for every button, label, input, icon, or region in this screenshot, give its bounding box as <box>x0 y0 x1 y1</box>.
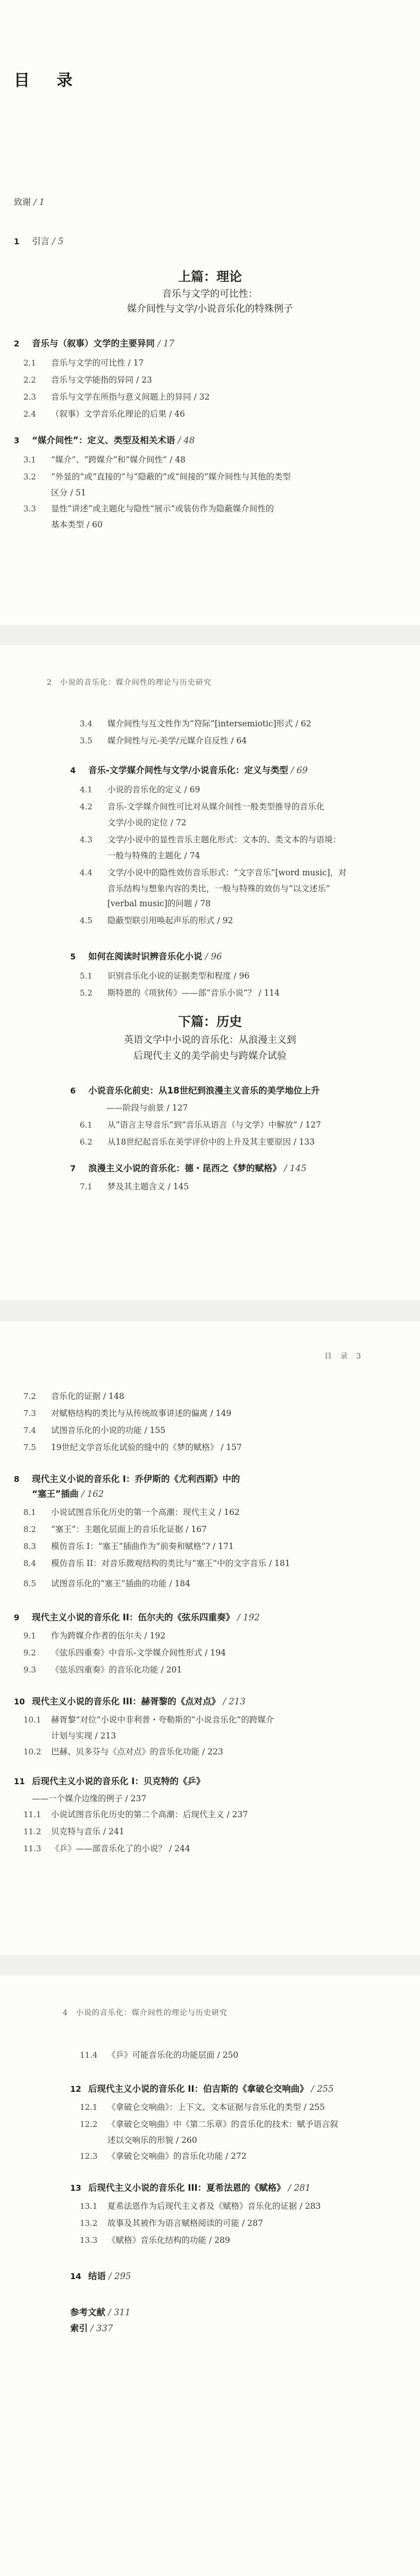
chapter-number: 14 <box>70 2272 81 2281</box>
section-title: 一般与特殊的主题化 <box>107 851 182 860</box>
chapter-subtitle: ——阶段与前景 <box>106 1103 164 1113</box>
section-title: 夏希法恩作为后现代主义者及《赋格》音乐化的证据 <box>107 2201 297 2211</box>
part-2-title: 下篇：历史 <box>178 1014 242 1029</box>
page-number: / 272 <box>225 2151 247 2161</box>
toc-section[interactable] <box>80 2151 247 2161</box>
section-title: 媒介间性与元-美学/元媒介自反性 <box>107 736 229 746</box>
section-title: 斯特恩的《项狄传》——部“音乐小说”？ <box>107 988 256 998</box>
toc-section-continuation <box>107 2134 197 2146</box>
section-number: 2.4 <box>23 409 36 419</box>
part-1-subtitle: 音乐与文学的可比性： <box>162 288 258 300</box>
page-number: / 192 <box>144 1631 166 1641</box>
toc-section[interactable] <box>23 375 152 385</box>
section-number: 13.3 <box>80 2235 98 2245</box>
chapter-title: 后现代主义小说的音乐化 I：贝克特的《乒》 <box>32 1776 205 1786</box>
page-number: / 194 <box>205 1648 226 1658</box>
section-title: 小说试图音乐化历史的第一个高潮：现代主义 <box>51 1508 216 1517</box>
section-title: 模仿音乐 I：“塞王”插曲作为“前奏和赋格”? <box>51 1542 211 1551</box>
page-number: / 287 <box>241 2218 263 2228</box>
chapter-number: 7 <box>70 1164 76 1173</box>
section-number: 9.2 <box>23 1648 36 1658</box>
chapter-title: 如何在阅读时识辨音乐化小说 <box>88 951 203 962</box>
toc-section[interactable] <box>23 1391 124 1402</box>
section-number: 8.1 <box>23 1508 36 1517</box>
section-number: 3.2 <box>23 472 36 482</box>
page-number: / 255 <box>304 2102 325 2112</box>
toc-section[interactable] <box>23 1524 207 1535</box>
toc-section[interactable] <box>80 784 200 795</box>
running-head: 目 录 3 <box>324 1352 362 1361</box>
section-title: 音乐-文学媒介间性可比对从媒介间性一般类型推导的音乐化 <box>107 802 325 811</box>
chapter-number: 6 <box>70 1086 76 1096</box>
page-number: / 162 <box>81 1489 104 1499</box>
page-number: / 283 <box>299 2201 321 2211</box>
section-number: 11.4 <box>80 2050 98 2060</box>
page-number: / 148 <box>103 1391 124 1401</box>
section-number: 10.2 <box>23 1747 41 1757</box>
toc-section[interactable] <box>80 801 324 812</box>
page-number: / 157 <box>221 1443 242 1452</box>
toc-section-continuation <box>107 849 200 861</box>
page-number: / 149 <box>210 1409 232 1418</box>
chapter-number: 4 <box>70 766 76 775</box>
page-number: / 201 <box>161 1665 182 1675</box>
toc-section[interactable] <box>80 2235 230 2246</box>
section-number: 9.1 <box>23 1631 36 1641</box>
toc-chapter-11[interactable] <box>14 1776 205 1787</box>
toc-section[interactable] <box>23 1843 190 1854</box>
page-number: / 5 <box>52 236 64 246</box>
section-number: 13.2 <box>80 2218 98 2228</box>
section-number: 5.1 <box>80 971 93 981</box>
toc-section[interactable] <box>80 2102 325 2113</box>
toc-section[interactable] <box>23 1647 226 1658</box>
toc-chapter-14[interactable] <box>70 2271 131 2282</box>
page-number: / 244 <box>169 1844 190 1853</box>
toc-section[interactable] <box>23 1541 234 1552</box>
toc-section[interactable] <box>23 358 144 368</box>
toc-references[interactable] <box>70 2307 131 2318</box>
section-number: 3.5 <box>80 736 93 746</box>
section-title: 《乒》——部音乐化了的小说？ <box>51 1844 167 1853</box>
toc-chapter-continuation <box>32 1792 146 1804</box>
toc-section[interactable] <box>23 392 209 402</box>
section-title: “塞王”：主题化层面上的音乐化证据 <box>51 1525 183 1534</box>
section-title: 基本类型 <box>51 520 85 529</box>
section-title: 小说试图音乐化历史的第二个高潮：后现代主义 <box>51 1810 224 1819</box>
section-number: 11.3 <box>23 1844 41 1853</box>
page-number: / 162 <box>218 1508 240 1517</box>
toc-section[interactable] <box>80 2050 238 2060</box>
section-number: 12.3 <box>80 2151 98 2161</box>
toc-section[interactable] <box>80 915 233 926</box>
toc-chapter-9[interactable] <box>14 1612 260 1623</box>
page-4 <box>0 1976 420 2576</box>
chapter-number: 3 <box>14 436 20 445</box>
toc-section[interactable] <box>23 1664 182 1675</box>
toc-section[interactable] <box>80 1137 315 1147</box>
entry-label: 参考文献 <box>70 2307 105 2317</box>
section-title: 巴赫、贝多芬与《点对点》的音乐化功能 <box>51 1747 200 1757</box>
page-number: / 223 <box>201 1747 223 1757</box>
toc-section[interactable] <box>23 454 186 465</box>
section-number: 10.1 <box>23 1715 41 1725</box>
toc-section[interactable] <box>23 1714 274 1725</box>
toc-chapter-4[interactable] <box>70 765 308 776</box>
page-title: 目 录 <box>14 71 83 90</box>
chapter-title: 浪漫主义小说的音乐化：德・昆西之《梦的赋格》 <box>88 1163 281 1173</box>
section-title: 《弦乐四重奏》中音乐-文学媒介间性形式 <box>51 1648 203 1658</box>
toc-section[interactable] <box>80 2119 338 2130</box>
toc-section[interactable] <box>23 409 185 419</box>
page-number: / 72 <box>170 818 187 827</box>
page-number: / 92 <box>217 916 233 925</box>
section-title: 模仿音乐 II：对音乐微观结构的类比与“塞王”中的文字音乐 <box>51 1559 267 1568</box>
page-number: / 289 <box>208 2235 230 2245</box>
page-number: / 260 <box>175 2135 197 2145</box>
section-title: 音乐结构与想象内容的类比，一般与特殊的效仿与“以文述乐” <box>107 884 330 893</box>
chapter-title: “媒介间性”：定义、类型及相关术语 <box>32 435 175 445</box>
chapter-title: 引言 <box>32 236 49 246</box>
page-number: / 74 <box>184 851 200 860</box>
toc-chapter-12[interactable] <box>70 2084 334 2094</box>
toc-section-continuation <box>107 816 187 828</box>
section-title: 文学/小说中的显性音乐主题化形式：文本的、类文本的与语境： <box>107 835 341 844</box>
section-number: 8.2 <box>23 1525 36 1534</box>
section-number: 3.3 <box>23 504 36 513</box>
page-number: / 78 <box>195 899 211 908</box>
section-number: 6.1 <box>80 1120 93 1130</box>
chapter-number: 1 <box>14 237 20 246</box>
section-title: 从“语言主导音乐”到“音乐从语言（与文学）中解放” <box>107 1120 298 1130</box>
chapter-title: 小说音乐化前史：从18世纪到浪漫主义音乐的美学地位上升 <box>88 1086 320 1096</box>
page-number: / 255 <box>311 2084 334 2094</box>
part-1-subtitle-2: 媒介间性与文学/小说音乐化的特殊例子 <box>127 303 293 314</box>
section-number: 8.5 <box>23 1579 36 1588</box>
section-title: 试图音乐化的“塞王”插曲的功能 <box>51 1579 167 1588</box>
toc-section-continuation <box>51 518 103 530</box>
page-number: / 62 <box>295 719 312 728</box>
page-number: / 60 <box>86 520 103 529</box>
page-number: / 69 <box>184 785 200 794</box>
section-title: 音乐化的证据 <box>51 1391 101 1401</box>
toc-section[interactable] <box>80 2201 321 2211</box>
part-1-title: 上篇：理论 <box>178 269 242 284</box>
section-number: 7.4 <box>23 1426 36 1435</box>
page-number: / 145 <box>284 1163 307 1173</box>
page-number: / 155 <box>144 1426 166 1435</box>
page-number: / 145 <box>167 1182 189 1191</box>
section-number: 2.1 <box>23 358 36 368</box>
chapter-title: 音乐与（叙事）文学的主要异同 <box>32 338 155 349</box>
toc-section[interactable] <box>23 1507 240 1518</box>
toc-chapter-1[interactable] <box>14 236 64 247</box>
section-title: 梦及其主题含义 <box>107 1182 165 1191</box>
toc-section-continuation <box>51 486 86 498</box>
section-title: “媒介”、“跨媒介”和“媒介间性” <box>51 455 167 465</box>
page-number: / 213 <box>223 1696 246 1707</box>
section-title: 《弦乐四重奏》的音乐化功能 <box>51 1665 158 1675</box>
page-number: / 181 <box>268 1559 290 1568</box>
page-gap <box>0 625 420 645</box>
section-title: “外显的”或“直接的”与“隐蔽的”或“间接的”媒介间性与其他的类型 <box>51 472 291 482</box>
chapter-title: 后现代主义小说的音乐化 II：伯吉斯的《拿破仑交响曲》 <box>88 2084 309 2094</box>
page-number: / 46 <box>169 409 185 419</box>
toc-section[interactable] <box>23 1630 165 1641</box>
page-number: / 311 <box>108 2307 131 2317</box>
section-number: 4.3 <box>80 835 93 844</box>
toc-section[interactable] <box>23 1425 165 1436</box>
toc-chapter-3[interactable] <box>14 435 195 446</box>
page-number: / 1 <box>33 197 45 207</box>
section-number: 6.2 <box>80 1137 93 1147</box>
section-title: 隐蔽型联引用唤起声乐的形式 <box>107 916 215 925</box>
section-title: [verbal music]的问题 <box>107 899 192 908</box>
chapter-title: 现代主义小说的音乐化 III：赫胥黎的《点对点》 <box>32 1696 221 1707</box>
section-number: 4.5 <box>80 916 93 925</box>
chapter-title: 音乐-文学媒介间性与文学/小说音乐化：定义与类型 <box>88 765 288 775</box>
toc-section[interactable] <box>80 2218 263 2229</box>
page-number: / 184 <box>169 1579 191 1588</box>
page-number: / 48 <box>178 435 195 445</box>
section-title: 《赋格》音乐化结构的功能 <box>107 2235 207 2245</box>
section-title: （叙事）文学音乐化理论的后果 <box>51 409 167 419</box>
chapter-number: 9 <box>14 1613 20 1622</box>
page-number: / 51 <box>70 488 86 498</box>
toc-section[interactable] <box>80 1181 189 1192</box>
page-number: / 48 <box>169 455 186 465</box>
section-number: 11.1 <box>23 1810 41 1819</box>
section-number: 7.1 <box>80 1182 93 1191</box>
toc-chapter-6[interactable] <box>70 1086 320 1096</box>
page-number: / 171 <box>213 1542 234 1551</box>
section-title: 音乐与文学的可比性 <box>51 358 125 368</box>
page-number: / 69 <box>291 765 308 775</box>
section-title: 文学/小说中的隐性效仿音乐形式：“文字音乐”[word music]，对 <box>107 868 347 877</box>
section-number: 3.1 <box>23 455 36 465</box>
page-number: / 241 <box>103 1827 124 1836</box>
page-gap <box>0 1954 420 1976</box>
toc-section[interactable] <box>23 1578 190 1589</box>
section-number: 7.2 <box>23 1391 36 1401</box>
section-title: 文学/小说的定位 <box>107 818 168 827</box>
running-head: 2 小说的音乐化：媒介间性的理论与历史研究 <box>47 678 212 687</box>
section-number: 4.2 <box>80 802 93 811</box>
section-title: 作为跨媒介作者的伍尔夫 <box>51 1631 142 1641</box>
section-title: 对赋格结构的类比与从传统故事讲述的偏离 <box>51 1409 208 1418</box>
section-title: 《拿破仑交响曲》中《第二乐章》的音乐化的技术：赋予语言叙 <box>107 2119 339 2129</box>
part-2-subtitle: 英语文学中小说的音乐化：从浪漫主义到 <box>124 1034 296 1046</box>
section-title: 《拿破仑交响曲》的音乐化功能 <box>107 2151 223 2161</box>
page-number: / 127 <box>166 1103 188 1113</box>
section-number: 3.4 <box>80 719 93 728</box>
page-number: / 32 <box>194 392 210 402</box>
toc-section-continuation <box>51 1729 116 1741</box>
section-number: 8.4 <box>23 1559 36 1568</box>
toc-section[interactable] <box>23 503 274 514</box>
section-number: 12.2 <box>80 2119 98 2129</box>
page-number: / 23 <box>136 375 152 385</box>
page-number: / 167 <box>186 1525 207 1534</box>
section-number: 5.2 <box>80 988 93 998</box>
section-title: 区分 <box>51 488 68 498</box>
page-number: / 127 <box>300 1120 321 1130</box>
chapter-title: 现代主义小说的音乐化 I：乔伊斯的《尤利西斯》中的 <box>32 1474 240 1484</box>
section-title: 《乒》可能音乐化的功能层面 <box>107 2050 215 2060</box>
toc-section-continuation <box>107 897 211 909</box>
page-number: / 17 <box>128 358 144 368</box>
toc-chapter-7[interactable] <box>70 1163 307 1174</box>
section-title: 《拿破仑交响曲》：上下文、文本证据与音乐化的类型 <box>107 2102 301 2112</box>
toc-section[interactable] <box>23 1442 242 1453</box>
toc-section[interactable] <box>23 471 291 482</box>
page-number: / 213 <box>95 1731 116 1741</box>
toc-section[interactable] <box>80 867 347 878</box>
chapter-title: 现代主义小说的音乐化 II：伍尔夫的《弦乐四重奏》 <box>32 1612 235 1622</box>
toc-chapter-13[interactable] <box>70 2183 310 2193</box>
toc-section[interactable] <box>80 718 312 729</box>
chapter-number: 8 <box>14 1475 20 1484</box>
page-number: / 96 <box>205 951 222 962</box>
section-number: 12.1 <box>80 2102 98 2112</box>
chapter-number: 5 <box>70 952 76 962</box>
section-title: 音乐与文学在所指与意义间题上的异同 <box>51 392 191 402</box>
toc-section[interactable] <box>80 1120 321 1130</box>
chapter-number: 12 <box>70 2084 81 2094</box>
chapter-number: 11 <box>14 1777 25 1786</box>
toc-section[interactable] <box>80 971 249 981</box>
section-number: 8.3 <box>23 1542 36 1551</box>
page-number: / 337 <box>90 2323 113 2333</box>
toc-acknowledgments[interactable] <box>14 197 45 208</box>
section-number: 4.1 <box>80 785 93 794</box>
page-number: / 64 <box>231 736 247 746</box>
section-number: 7.3 <box>23 1409 36 1418</box>
toc-chapter-continuation <box>32 1489 104 1500</box>
chapter-title: 后现代主义小说的音乐化 III：夏希法恩的《赋格》 <box>88 2183 285 2193</box>
toc-section[interactable] <box>80 735 247 746</box>
chapter-title: 结语 <box>88 2271 106 2281</box>
page-number: / 133 <box>293 1137 315 1147</box>
page-number: / 17 <box>157 338 175 349</box>
chapter-number: 2 <box>14 339 20 349</box>
section-number: 13.1 <box>80 2201 98 2211</box>
toc-section[interactable] <box>23 1826 124 1837</box>
chapter-subtitle: ——一个媒介边缘的例子 <box>32 1794 123 1803</box>
running-head: 4 小说的音乐化：媒介间性的理论与历史研究 <box>63 2009 228 2017</box>
toc-index[interactable] <box>70 2323 113 2334</box>
toc-section[interactable] <box>80 834 341 845</box>
toc-chapter-8[interactable] <box>14 1474 240 1485</box>
toc-section[interactable] <box>23 1809 248 1820</box>
page-number: / 192 <box>237 1612 260 1622</box>
entry-label: 索引 <box>70 2323 88 2333</box>
section-title: 从18世纪起音乐在美学评价中的上升及其主要原因 <box>107 1137 291 1147</box>
section-title: 故事及其被作为语言赋格阅读的可能 <box>107 2218 240 2228</box>
entry-label: 致谢 <box>14 197 31 207</box>
section-number: 4.4 <box>80 868 93 877</box>
section-number: 9.3 <box>23 1665 36 1675</box>
chapter-number: 10 <box>14 1697 25 1707</box>
toc-section[interactable] <box>80 988 280 998</box>
section-number: 7.5 <box>23 1443 36 1452</box>
section-title: 显性“讲述”或主题化与隐性“展示”或装仿作为隐蔽媒介间性的 <box>51 504 274 513</box>
section-title: 小说的音乐化的定义 <box>107 785 182 794</box>
page-number: / 295 <box>108 2271 131 2281</box>
toc-section[interactable] <box>23 1558 290 1569</box>
part-2-subtitle-2: 后现代主义的美学前史与跨媒介试验 <box>133 1050 287 1062</box>
page-number: / 237 <box>125 1794 147 1803</box>
section-number: 11.2 <box>23 1827 41 1836</box>
section-number: 2.3 <box>23 392 36 402</box>
section-title: 试图音乐化的小说的功能 <box>51 1426 142 1435</box>
section-title: 音乐与文学能指的异同 <box>51 375 134 385</box>
section-title: 计划与实现 <box>51 1731 93 1741</box>
chapter-subtitle: “塞王”插曲 <box>32 1489 79 1499</box>
toc-section[interactable] <box>23 1408 231 1419</box>
section-title: 赫胥黎“对位”小说中非利普・夸勒斯的“小说音乐化”的跨媒介 <box>51 1715 274 1725</box>
page-number: / 96 <box>233 971 250 981</box>
toc-chapter-2[interactable] <box>14 338 174 349</box>
section-title: 识别音乐化小说的证据类型和程度 <box>107 971 231 981</box>
page-number: / 237 <box>226 1810 248 1819</box>
section-number: 2.2 <box>23 375 36 385</box>
section-title: 19世纪文学音乐化试验的缝中的《梦的赋格》 <box>51 1443 219 1452</box>
toc-chapter-5[interactable] <box>70 951 222 962</box>
toc-chapter-continuation <box>106 1101 188 1113</box>
page-number: / 114 <box>258 988 280 998</box>
section-title: 贝克特与音乐 <box>51 1827 101 1836</box>
toc-section-continuation <box>107 882 330 894</box>
section-title: 述以交响乐的形貌 <box>107 2135 174 2145</box>
page-number: / 281 <box>288 2183 311 2193</box>
section-title: 媒介间性与互文性作为“符际”[intersemiotic]形式 <box>107 719 293 728</box>
chapter-number: 13 <box>70 2183 81 2193</box>
page-number: / 250 <box>217 2050 239 2060</box>
toc-section[interactable] <box>23 1746 223 1757</box>
toc-chapter-10[interactable] <box>14 1696 246 1707</box>
page-gap <box>0 1300 420 1321</box>
